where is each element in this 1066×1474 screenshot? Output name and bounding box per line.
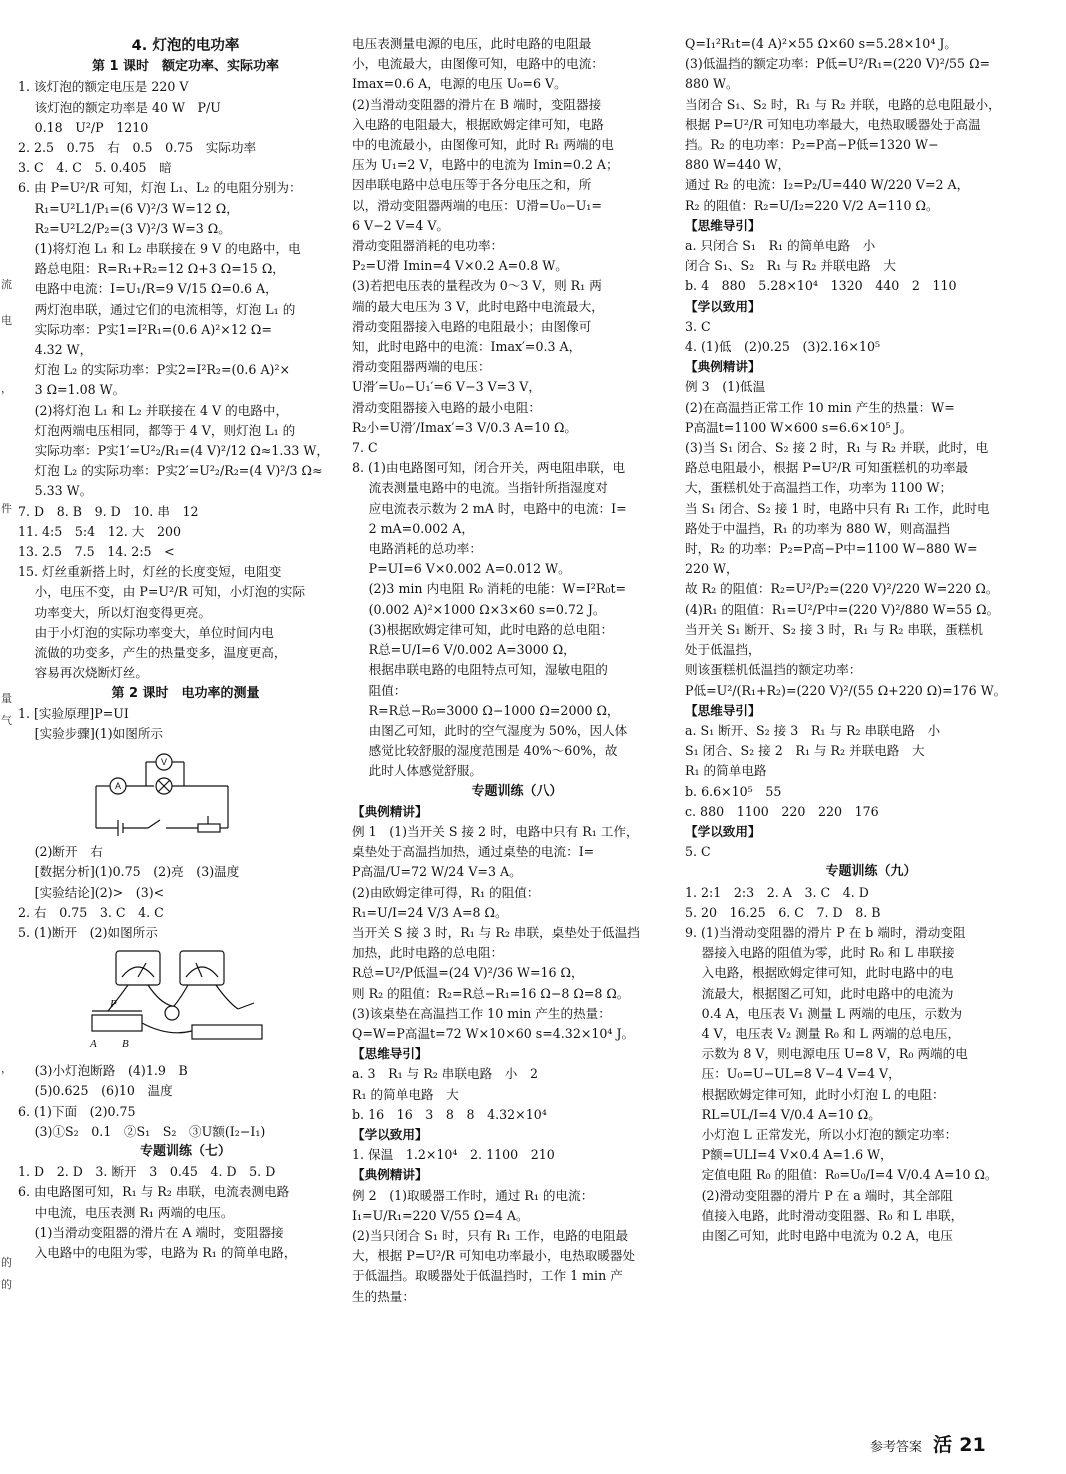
answer-line: 【思维导引】 [352,1046,428,1062]
answer-line: 1. 该灯泡的额定电压是 220 V [18,79,189,95]
answer-line: b. 4 880 5.28×10⁴ 1320 440 2 110 [685,278,957,294]
answer-line: 器接入电路的阻值为零，此时 R₀ 和 L 串联接 [685,945,955,961]
answer-line: 桌垫处于高温挡加热，通过桌垫的电流：I= [352,844,595,860]
answer-line: 路总电阻最小，根据 P=U²/R 可知蛋糕机的功率最 [685,460,969,476]
answer-line: 880 W。 [685,76,739,92]
answer-line: 闭合 S₁、S₂ R₁ 与 R₂ 并联电路 大 [685,258,896,274]
answer-line: 示数为 8 V，则电源电压 U=8 V，R₀ 两端的电 [685,1046,968,1062]
answer-line: 15. 灯丝重新搭上时，灯丝的长度变短，电阻变 [18,564,282,580]
answer-line: 中的电流最小，由图像可知，此时 R₁ 两端的电 [352,137,614,153]
answer-line: 根据串联电路的电阻特点可知，湿敏电阻的 [352,662,608,678]
answer-block [685,34,1057,862]
answer-line: 5.33 W。 [18,483,93,499]
answer-line: 3 Ω=1.08 W。 [18,382,126,398]
answer-line: (1)将灯泡 L₁ 和 L₂ 串联接在 9 V 的电路中，电 [18,241,301,257]
answer-line: (1)当滑动变阻器的滑片在 A 端时，变阻器接 [18,1224,284,1240]
answer-line: 【思维导引】 [685,217,761,233]
margin-char: 量 [1,692,12,705]
margin-char: 件 [1,502,12,515]
answer-line: 【思维导引】 [685,702,761,718]
answer-line: (2)将灯泡 L₁ 和 L₂ 并联接在 4 V 的电路中， [18,402,289,418]
column-3 [685,34,1057,1246]
ammeter-symbol-label: A [114,781,122,792]
footer-brand: 活 [933,1434,953,1456]
answer-line: 容易再次烧断灯丝。 [18,665,148,681]
answer-line: 1. [实验原理]P=UI [18,705,129,721]
answer-line: (3)①S₂ 0.1 ②S₁ S₂ ③U额(I₂−I₁) [18,1123,266,1139]
answer-line: U滑′=U₀−U₁′=6 V−3 V=3 V， [352,379,541,395]
answer-line: 两灯泡串联，通过它们的电流相等，灯泡 L₁ 的 [18,301,296,317]
answer-line: 6. (1)下面 (2)0.75 [18,1103,136,1119]
answer-line: 当开关 S₁ 断开、S₂ 接 3 时，R₁ 与 R₂ 串联，蛋糕机 [685,621,983,637]
answer-line: 入电路，根据欧姆定律可知，此时电路中的电 [685,965,954,981]
answer-block [18,842,353,943]
answer-line: 值接入电路，此时滑动变阻器、R₀ 和 L 串联， [685,1207,964,1223]
answer-line: 电路消耗的总功率： [352,541,482,557]
answer-block [352,802,682,1307]
margin-char: 的 [1,1278,12,1291]
answer-line: 根据 P=U²/R 可知电功率最大，电热取暖器处于高温 [685,116,981,132]
answer-line: b. 16 16 3 8 8 4.32×10⁴ [352,1106,547,1122]
answer-block [18,1162,353,1263]
answer-line: 880 W=440 W， [685,157,791,173]
answer-line: 【典例精讲】 [685,359,761,375]
page-number: 21 [959,1434,986,1456]
answer-line: R₂ 的阻值：R₂=U/I₂=220 V/2 A=110 Ω。 [685,197,939,213]
answer-line: a. 只闭合 S₁ R₁ 的简单电路 小 [685,238,876,254]
circuit-diagram-1 [88,748,238,838]
answer-line: 于低温挡。取暖器处于低温挡时，工作 1 min 产 [352,1268,623,1284]
answer-line: 8. (1)由电路图可知，闭合开关，两电阻串联，电 [352,460,626,476]
answer-line: 因串联电路中总电压等于各分电压之和，所 [352,177,592,193]
answer-line: 4. (1)低 (2)0.25 (3)2.16×10⁵ [685,339,881,355]
answer-line: 生的热量： [352,1288,415,1304]
answer-line: R₁=U²L1/P₁=(6 V)²/3 W=12 Ω， [18,200,239,216]
terminal-b-label: B [122,1038,129,1051]
left-margin-fragments [0,0,16,1474]
lesson-title-1: 第 1 课时 额定功率、实际功率 [91,59,280,75]
answer-line: 小，电流最大，由图像可知，电路中的电流： [352,56,604,72]
answer-line: 6 V−2 V=4 V。 [352,217,450,233]
answer-line: a. 3 R₁ 与 R₂ 串联电路 小 2 [352,1066,538,1082]
answer-line: 该灯泡的额定功率是 40 W P/U [18,99,221,115]
answer-line: 小，电压不变，由 P=U²/R 可知，小灯泡的实际 [18,584,306,600]
answer-line: (3)该桌垫在高温挡工作 10 min 产生的热量： [352,1005,611,1021]
answer-line: 0.18 U²/P 1210 [18,119,149,135]
answer-line: 路处于中温挡，R₁ 的功率为 880 W，则高温挡 [685,520,951,536]
answer-line: 1. D 2. D 3. 断开 3 0.45 4. D 5. D [18,1164,276,1180]
margin-char: 流 [1,278,12,291]
margin-char: 的 [1,1256,12,1269]
answer-line: 流表测量电路中的电流。当指针所指湿度对 [352,480,608,496]
answer-line: 滑动变阻器两端的电压： [352,359,491,375]
answer-line: [实验步骤](1)如图所示 [18,725,164,741]
answer-line: 3. C [685,318,711,334]
answer-line: 此时人体感觉舒服。 [352,763,482,779]
answer-line: 实际功率：P实1=I²R₁=(0.6 A)²×12 Ω= [18,321,272,337]
answer-line: P₂=U滑 Imin=4 V×0.2 A=0.8 W。 [352,258,568,274]
answer-line: 以，滑动变阻器两端的电压：U滑=U₀−U₁= [352,197,602,213]
answer-line: (2)在高温挡正常工作 10 min 产生的热量：W= [685,399,955,415]
answer-line: Imax=0.6 A，电源的电压 U₀=6 V。 [352,76,567,92]
answer-line: 入电路的电阻最大，根据欧姆定律可知，电路 [352,116,604,132]
answer-line: 由图乙可知，此时的空气湿度为 50%，因人体 [352,722,628,738]
answer-line: 例 1 (1)当开关 S 接 2 时，电路中只有 R₁ 工作， [352,823,639,839]
answer-line: P低=U²/(R₁+R₂)=(220 V)²/(55 Ω+220 Ω)=176 W。 [685,682,1007,698]
answer-line: R₁=U/I=24 V/3 A=8 Ω。 [352,904,508,920]
answer-line: 11. 4:5 5:4 12. 大 200 [18,523,182,539]
answer-line: 处于低温挡， [685,642,761,658]
answer-line: 3. C 4. C 5. 0.405 暗 [18,160,172,176]
answer-line: R₂小=U滑′/Imax′=3 V/0.3 A=10 Ω。 [352,419,578,435]
answer-line: S₁ 闭合、S₂ 接 2 R₁ 与 R₂ 并联电路 大 [685,743,925,759]
answer-line: R总=U/I=6 V/0.002 A=3000 Ω， [352,642,576,658]
voltmeter-symbol-label: V [160,757,168,768]
answer-line: 根据欧姆定律可知，此时小灯泡 L 的电阻： [685,1086,945,1102]
answer-line: 大，蛋糕机处于高温挡工作，功率为 1100 W； [685,480,953,496]
answer-line: 入电路中的电阻为零，电路为 R₁ 的简单电路， [18,1244,297,1260]
answer-line: 1. 2:1 2:3 2. A 3. C 4. D [685,884,869,900]
answer-line: 知，此时电路中的电流：Imax′=0.3 A， [352,339,582,355]
answer-line: 7. C [352,440,378,456]
answer-line: c. 880 1100 220 220 176 [685,803,879,819]
answer-line: 滑动变阻器接入电路的电阻最小；由图像可 [352,318,592,334]
answer-line: 时，R₂ 的功率：P₂=P高−P中=1100 W−880 W= [685,541,978,557]
margin-char: ， [1,382,12,395]
answer-line: 通过 R₂ 的电流：I₂=P₂/U=440 W/220 V=2 A， [685,177,970,193]
answer-line: R总=U²/P低温=(24 V)²/36 W=16 Ω， [352,965,584,981]
answer-line: 由于小灯泡的实际功率变大，单位时间内电 [18,624,274,640]
answer-line: 应电流表示数为 2 mA 时，电路中的电流：I= [352,500,627,516]
margin-char: ， [1,1062,12,1075]
answer-line: 6. 由电路图可知，R₁ 与 R₂ 串联，电流表测电路 [18,1184,290,1200]
answer-block [352,34,682,782]
answer-line: 4.32 W， [18,342,93,358]
answer-block [18,77,353,683]
answer-line: 4 V，电压表 V₂ 测量 R₀ 和 L 两端的总电压， [685,1025,961,1041]
answer-line: 【学以致用】 [352,1126,428,1142]
answer-line: 故 R₂ 的阻值：R₂=U²/P₂=(220 V)²/220 W=220 Ω。 [685,581,999,597]
answer-line: 流最大，根据图乙可知，此时电路中的电流为 [685,985,954,1001]
answer-line: 电压表测量电源的电压，此时电路的电阻最 [352,36,592,51]
answer-line: 端的最大电压为 3 V，此时电路中电流最大， [352,298,604,314]
answer-line: (3)根据欧姆定律可知，此时电路的总电阻： [352,621,614,637]
answer-line: (5)0.625 (6)10 温度 [18,1083,173,1099]
answer-line: 当 S₁ 闭合、S₂ 接 1 时，电路中只有 R₁ 工作，此时电 [685,500,990,516]
special-training-9-title: 专题训练（九） [825,864,917,880]
answer-line: 电路中电流：I=U₁/R=9 V/15 Ω=0.6 A， [18,281,278,297]
answer-line: 2. 右 0.75 3. C 4. C [18,904,164,920]
special-training-8-title: 专题训练（八） [471,783,563,799]
answer-line: R₁ 的简单电路 [685,763,767,779]
answer-line: 当开关 S 接 3 时，R₁ 与 R₂ 串联，桌垫处于低温挡 [352,924,640,940]
answer-line: (4)R₁ 的阻值：R₁=U²/P中=(220 V)²/880 W=55 Ω。 [685,601,1000,617]
answer-line: (0.002 A)²×1000 Ω×3×60 s=0.72 J。 [352,601,606,617]
answer-line: 1. 保温 1.2×10⁴ 2. 1100 210 [352,1147,555,1163]
section-title: 4. 灯泡的电功率 [131,38,240,54]
margin-char: 气 [1,714,12,727]
answer-block [18,704,353,744]
margin-char: 电 [1,314,12,327]
answer-line: 小灯泡 L 正常发光，所以小灯泡的额定功率： [685,1126,958,1142]
answer-line: (2)滑动变阻器的滑片 P 在 a 端时，其全部阻 [685,1187,953,1203]
answer-line: 灯泡 L₂ 的实际功率：P实2=I²R₂=(0.6 A)²× [18,362,291,378]
answer-line: 中电流，电压表测 R₁ 两端的电压。 [18,1204,234,1220]
answer-line: 9. (1)当滑动变阻器的滑片 P 在 b 端时，滑动变阻 [685,924,966,940]
answer-line: (2)当滑动变阻器的滑片在 B 端时，变阻器接 [352,96,602,112]
answer-line: 功率变大，所以灯泡变得更亮。 [18,604,211,620]
answer-line: 例 2 (1)取暖器工作时，通过 R₁ 的电流： [352,1187,594,1203]
footer-label: 参考答案 [870,1440,923,1455]
answer-line: R₁ 的简单电路 大 [352,1086,459,1102]
answer-block [685,883,1057,1247]
answer-line: (3)小灯泡断路 (4)1.9 B [18,1063,188,1079]
answer-line: I₁=U/R₁=220 V/55 Ω=4 A。 [352,1207,529,1223]
answer-line: 0.4 A，电压表 V₁ 测量 L 两端的电压，示数为 [685,1005,963,1021]
answer-line: 实际功率：P实1′=U²₂/R₁=(4 V)²/12 Ω≈1.33 W， [18,443,329,459]
answer-line: (3)当 S₁ 闭合、S₂ 接 2 时，R₁ 与 R₂ 并联，此时，电 [685,440,989,456]
answer-line: 灯泡两端电压相同，都等于 4 V，则灯泡 L₁ 的 [18,422,296,438]
answer-line: 5. 20 16.25 6. C 7. D 8. B [685,904,881,920]
answer-line: 【典例精讲】 [352,803,428,819]
answer-line: (3)低温挡的额定功率：P低=U²/R₁=(220 V)²/55 Ω= [685,56,991,72]
answer-line: 感觉比较舒服的湿度范围是 40%～60%，故 [352,743,618,759]
answer-line: (2)3 min 内电阻 R₀ 消耗的电能：W=I²R₀t= [352,581,627,597]
answer-line: 5. (1)断开 (2)如图所示 [18,924,158,940]
answer-line: Q=W=P高温t=72 W×10×60 s=4.32×10⁴ J。 [352,1025,635,1041]
answer-line: 【学以致用】 [685,298,761,314]
answer-line: (3)若把电压表的量程改为 0～3 V，则 R₁ 两 [352,278,602,294]
answer-line: 13. 2.5 7.5 14. 2:5 < [18,544,175,560]
answer-line: 例 3 (1)低温 [685,379,766,395]
answer-line: 6. 由 P=U²/R 可知，灯泡 L₁、L₂ 的电阻分别为： [18,180,302,196]
answer-line: a. S₁ 断开、S₂ 接 3 R₁ 与 R₂ 串联电路 小 [685,722,941,738]
special-training-7-title: 专题训练（七） [139,1143,231,1159]
answer-line: 220 W， [685,561,739,577]
answer-line: (2)断开 右 [18,844,103,860]
slider-p-label: P [110,998,117,1011]
column-1 [18,34,353,1263]
answer-line: 路总电阻：R=R₁+R₂=12 Ω+3 Ω=15 Ω， [18,261,285,277]
answer-line: 灯泡 L₂ 的实际功率：P实2′=U²₂/R₂=(4 V)²/3 Ω≈ [18,463,323,479]
answer-line: 7. D 8. B 9. D 10. 串 12 [18,503,199,519]
answer-line: (2)当只闭合 S₁ 时，只有 R₁ 工作，电路的电阻最 [352,1227,629,1243]
answer-line: 大，根据 P=U²/R 可知电功率最小，电热取暖器处 [352,1248,636,1264]
answer-line: 5. C [685,844,711,860]
column-2 [352,34,682,1307]
answer-line: 则该蛋糕机低温挡的额定功率： [685,662,862,678]
answer-line: 压为 U₁=2 V，电路中的电流为 Imin=0.2 A； [352,157,619,173]
answer-line: [数据分析](1)0.75 (2)亮 (3)温度 [18,864,240,880]
answer-line: 由图乙可知，此时电路中电流为 0.2 A，电压 [685,1227,953,1243]
answer-line: 阻值： [352,682,407,698]
answer-block [18,1061,353,1142]
answer-line: 滑动变阻器接入电路的最小电阻： [352,399,541,415]
answer-line: 流做的功变多，产生的热量变多，温度更高， [18,645,287,661]
answer-line: P高温/U=72 W/24 V=3 A。 [352,864,522,880]
answer-line: P=UI=6 V×0.002 A=0.012 W。 [352,561,571,577]
answer-line: R₂=U²L2/P₂=(3 V)²/3 W=3 Ω。 [18,220,231,236]
page-footer [870,1430,986,1457]
terminal-a-label: A [90,1038,97,1051]
answer-line: 【典例精讲】 [352,1167,428,1183]
answer-line: b. 6.6×10⁵ 55 [685,783,782,799]
answer-line: (2)由欧姆定律可得，R₁ 的阻值： [352,884,540,900]
answer-line: P高温t=1100 W×600 s=6.6×10⁵ J。 [685,419,913,435]
answer-line: 2 mA=0.002 A， [352,520,474,536]
answer-line: RL=UL/I=4 V/0.4 A=10 Ω。 [685,1106,881,1122]
answer-line: 压：U₀=U−UL=8 V−4 V=4 V， [685,1066,901,1082]
answer-line: [实验结论](2)> (3)< [18,884,165,900]
answer-line: 2. 2.5 0.75 右 0.5 0.75 实际功率 [18,140,257,156]
apparatus-diagram [88,947,288,1057]
lesson-title-2: 第 2 课时 电功率的测量 [111,685,260,701]
answer-line: P额=ULI=4 V×0.4 A=1.6 W， [685,1147,893,1163]
answer-line: 挡。R₂ 的电功率：P₂=P高−P低=1320 W− [685,137,939,153]
answer-line: 【学以致用】 [685,823,761,839]
answer-line: 当闭合 S₁、S₂ 时，R₁ 与 R₂ 并联，电路的总电阻最小， [685,96,1001,112]
answer-line: 定值电阻 R₀ 的阻值：R₀=U₀/I=4 V/0.4 A=10 Ω。 [685,1167,998,1183]
answer-line: 滑动变阻器消耗的电功率： [352,238,504,254]
answer-line: 则 R₂ 的阻值：R₂=R总−R₁=16 Ω−8 Ω=8 Ω。 [352,985,630,1001]
answer-line: 加热，此时电路的总电阻： [352,945,504,961]
answer-line: R=R总−R₀=3000 Ω−1000 Ω=2000 Ω， [352,702,620,718]
answer-line: Q=I₁²R₁t=(4 A)²×55 Ω×60 s=5.28×10⁴ J。 [685,36,958,51]
